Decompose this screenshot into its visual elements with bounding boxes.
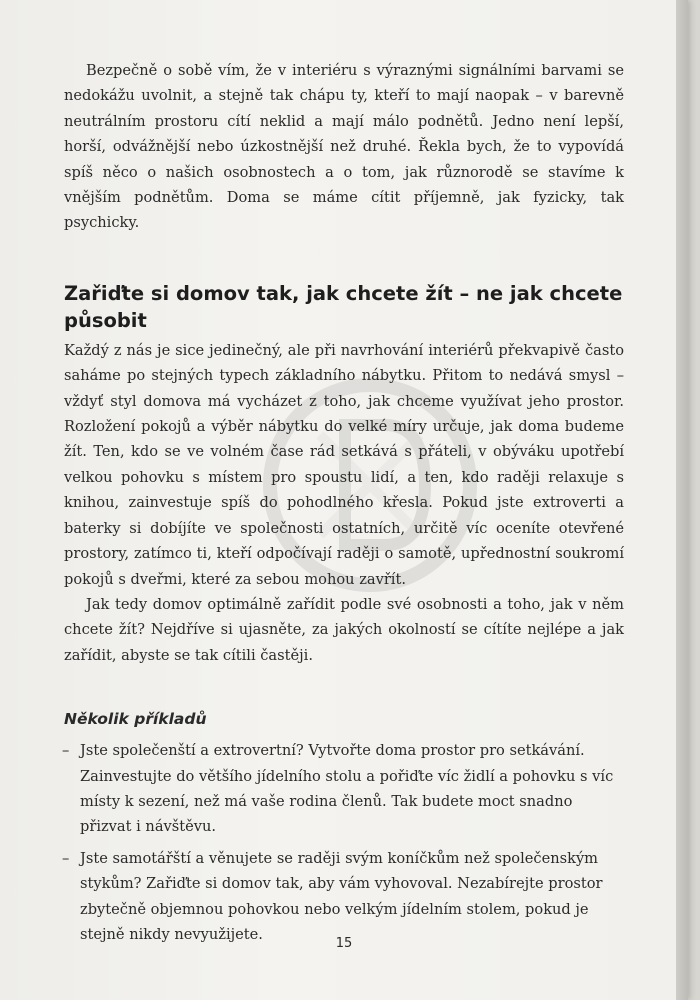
list-item-text: Jste společenští a extrovertní? Vytvořte doma prostor pro setkávání. Zainvestujte do většího jídelního stolu a pořiďte víc židlí a pohovku s víc místy k sezení, než má vaše rodina členů. Tak budete moct snadno přizvat i návštěvu.: [80, 742, 614, 836]
section-paragraph-1: Každý z nás je sice jedinečný, ale při navrhování interiérů překvapivě často saháme po stejných typech základního nábytku. Přitom to nedává smysl – vždyť styl domova má vycházet z toho, jak chceme využívat jeho prostor. Rozložení pokojů a výběr nábytku do velké míry určuje, jak doma budeme žít. Ten, kdo se ve volném čase rád setkává s přáteli, v obýváku upotřebí velkou pohovku s místem pro spoustu lidí, a ten, kdo raději relaxuje s knihou, zainvestuje spíš do pohodlného křesla. Pokud jste extroverti a baterky si dobíjíte ve společnosti ostatních, určitě víc oceníte otevřené prostory, zatímco ti, kteří odpočívají raději o samotě, upřednostní soukromí pokojů s dveřmi, které za sebou mohou zavřít.: [64, 341, 624, 588]
intro-paragraph: Bezpečně o sobě vím, že v interiéru s výraznými signálními barvami se nedokážu uvolnit, a stejně tak chápu ty, kteří to mají naopak – v barevně neutrálním prostoru cítí neklid a mají málo podnětů. Jedno není lepší, horší, odvážnější nebo úzkostnější než druhé. Řekla bych, že to vypovídá spíš něco o našich osobnostech a o tom, jak různorodě se stavíme k vnějším podnětům. Doma se máme cítit příjemně, jak fyzicky, tak psychicky.: [64, 62, 624, 232]
page-edge: [676, 0, 688, 1000]
list-dash: –: [62, 742, 70, 760]
list-dash: –: [62, 849, 70, 867]
section-paragraph-2: Jak tedy domov optimálně zařídit podle své osobnosti a toho, jak v něm chcete žít? Nejdříve si ujasněte, za jakých okolností se cítíte nejlépe a jak zařídit, abyste se tak cítili častěji.: [64, 595, 624, 664]
examples-list: [64, 738, 624, 947]
section-heading: Zařiďte si domov tak, jak chcete žít – ne jak chcete působit: [64, 281, 623, 332]
list-item: [64, 738, 624, 840]
list-item: [64, 846, 624, 948]
page-content: [64, 58, 624, 953]
examples-heading: Několik příkladů: [64, 710, 207, 729]
list-item-text: Jste samotářští a věnujete se raději svým koníčkům než společenským stykům? Zařiďte si domov tak, aby vám vyhovoval. Nezabírejte prostor zbytečně objemnou pohovkou nebo velkým jídelním stolem, pokud je stejně nikdy nevyužijete.: [80, 849, 603, 943]
page-number: 15: [335, 936, 353, 951]
